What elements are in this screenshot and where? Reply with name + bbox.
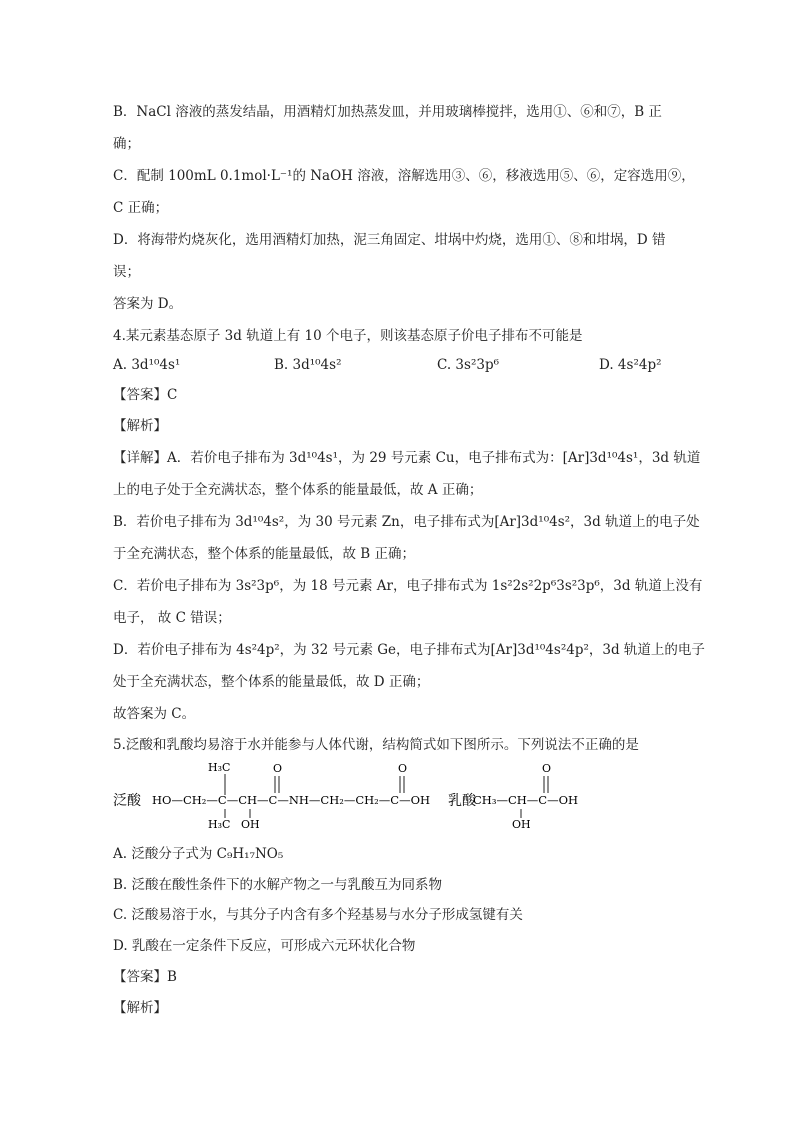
q4-option-d: D. 4s²4p²	[599, 357, 662, 373]
q4-analysis-label: 【解析】	[113, 418, 167, 434]
text-line: 答案为 D。	[113, 296, 183, 312]
question-4-stem: 4.某元素基态原子 3d 轨道上有 10 个电子，则该基态原子价电子排布不可能是	[113, 328, 583, 344]
q4-answer: 【答案】C	[113, 387, 178, 403]
structural-formulas	[100, 760, 700, 830]
q4-detail-line: 故答案为 C。	[113, 706, 196, 722]
lactic-oh-label: OH	[512, 818, 531, 830]
pantothenic-acid-label: 泛酸	[113, 793, 141, 809]
q4-detail-line: 上的电子处于全充满状态，整个体系的能量最低，故 A 正确；	[113, 482, 483, 498]
h3c-top-label: H₃C	[208, 761, 231, 774]
text-line: B．NaCl 溶液的蒸发结晶，用酒精灯加热蒸发皿，并用玻璃棒搅拌，选用①、⑥和⑦，B 正	[113, 104, 662, 120]
q5-option-d: D. 乳酸在一定条件下反应，可形成六元环状化合物	[113, 938, 416, 954]
q5-option-a: A. 泛酸分子式为 C₉H₁₇NO₅	[113, 846, 284, 862]
q5-option-c: C. 泛酸易溶于水，与其分子内含有多个羟基易与水分子形成氢键有关	[113, 907, 523, 923]
q4-detail-line: B．若价电子排布为 3d¹⁰4s²，为 30 号元素 Zn，电子排布式为[Ar]3d¹⁰4s²，3d 轨道上的电子处	[113, 514, 700, 530]
q4-option-a: A. 3d¹⁰4s¹	[113, 357, 181, 373]
lactic-acid-chain: CH₃—CH—C—OH	[473, 793, 579, 807]
text-line: 确；	[113, 136, 140, 152]
text-line: 误；	[113, 264, 140, 280]
lactic-acid-label: 乳酸	[448, 793, 476, 809]
q5-answer: 【答案】B	[113, 969, 177, 985]
text-line: C 正确；	[113, 200, 169, 216]
q4-detail-line: C．若价电子排布为 3s²3p⁶，为 18 号元素 Ar，电子排布式为 1s²2s²2p⁶3s²3p⁶，3d 轨道上没有	[113, 578, 703, 594]
pantothenic-acid-chain: HO—CH₂—C—CH—C—NH—CH₂—CH₂—C—OH	[152, 793, 431, 807]
q4-detail-line: 【详解】A．若价电子排布为 3d¹⁰4s¹，为 29 号元素 Cu，电子排布式为：[Ar]3d¹⁰4s¹，3d 轨道	[113, 450, 701, 466]
carbonyl-o-2: O	[398, 762, 408, 775]
q4-option-b: B. 3d¹⁰4s²	[274, 357, 342, 373]
pantothenic-oh-label: OH	[241, 818, 260, 830]
q4-detail-line: 处于全充满状态，整个体系的能量最低，故 D 正确；	[113, 674, 430, 690]
text-line: D．将海带灼烧灰化，选用酒精灯加热，泥三角固定、坩埚中灼烧，选用①、⑧和坩埚，D 错	[113, 232, 666, 248]
question-5-stem: 5.泛酸和乳酸均易溶于水并能参与人体代谢，结构简式如下图所示。下列说法不正确的是	[113, 737, 639, 753]
q4-detail-line: 电子， 故 C 错误；	[113, 610, 231, 626]
h3c-bottom-label: H₃C	[208, 818, 231, 830]
q5-analysis-label: 【解析】	[113, 1000, 167, 1016]
text-line: C．配制 100mL 0.1mol·L⁻¹的 NaOH 溶液，溶解选用③、⑥，移液选用⑤、⑥，定容选用⑨，	[113, 168, 695, 184]
q4-detail-line: 于全充满状态，整个体系的能量最低，故 B 正确；	[113, 546, 416, 562]
q4-option-c: C. 3s²3p⁶	[437, 357, 500, 373]
carbonyl-o-1: O	[273, 762, 283, 775]
carbonyl-o-3: O	[542, 762, 552, 775]
q5-option-b: B. 泛酸在酸性条件下的水解产物之一与乳酸互为同系物	[113, 877, 443, 893]
q4-detail-line: D．若价电子排布为 4s²4p²，为 32 号元素 Ge，电子排布式为[Ar]3d¹⁰4s²4p²，3d 轨道上的电子	[113, 642, 705, 658]
